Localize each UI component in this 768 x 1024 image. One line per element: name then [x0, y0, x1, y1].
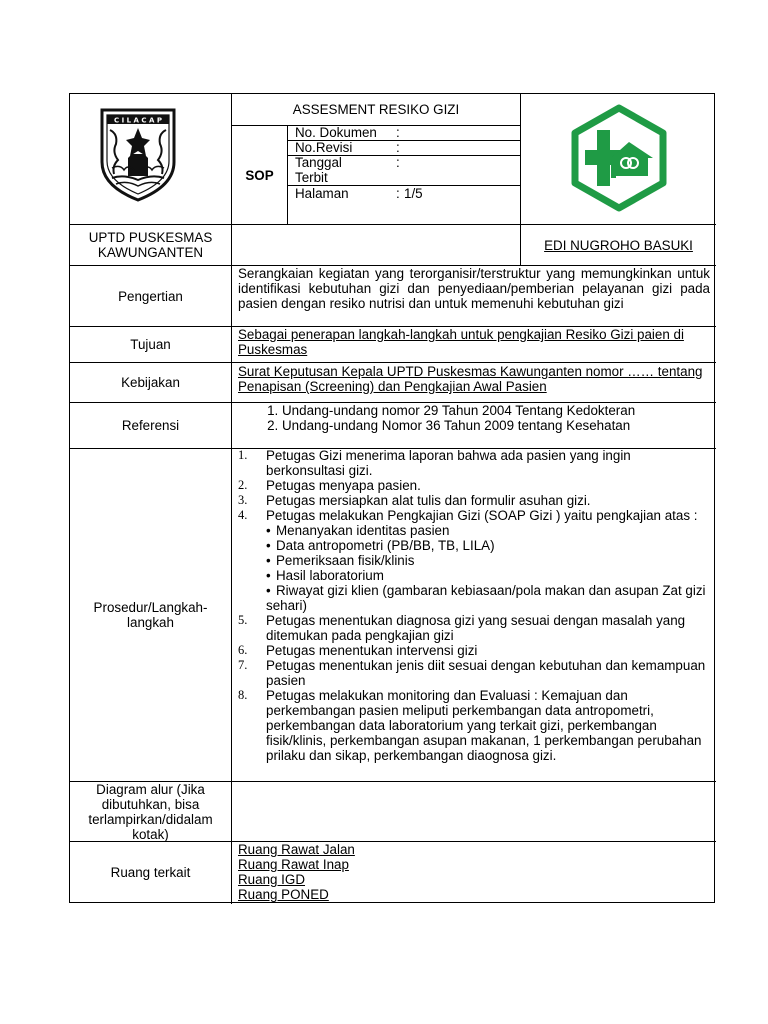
- kebijakan-text: Surat Keputusan Kepala UPTD Puskesmas Kawunganten nomor …… tentang Penapisan (Screening) dan Pengkajian Awal Pasien: [238, 364, 703, 394]
- tujuan-text: Sebagai penerapan langkah-langkah untuk pengkajian Resiko Gizi paien di Puskesmas: [238, 327, 684, 357]
- cilacap-coat-of-arms-logo: [98, 104, 178, 204]
- procedure-step: 1. Petugas Gizi menerima laporan bahwa ada pasien yang ingin berkonsultasi gizi.: [238, 448, 631, 478]
- diagram-label: Diagram alur (Jika dibutuhkan, bisa terlampirkan/didalam kotak): [88, 781, 213, 842]
- meta-label: Halaman: [295, 186, 349, 201]
- meta-separator: :: [396, 125, 400, 140]
- procedure-step: 7. Petugas menentukan jenis diit sesuai dengan kebutuhan dan kemampuan pasien: [238, 658, 706, 688]
- organization-name: UPTD PUSKESMAS KAWUNGANTEN: [88, 230, 213, 260]
- puskesmas-logo: [567, 102, 671, 214]
- procedure-bullet: • Hasil laboratorium: [266, 568, 384, 583]
- kebijakan-label: Kebijakan: [121, 375, 180, 390]
- referensi-item: 1. Undang-undang nomor 29 Tahun 2004 Tentang Kedokteran: [282, 403, 710, 418]
- signatory-name: EDI NUGROHO BASUKI: [544, 237, 693, 253]
- procedure-step: 2. Petugas menyapa pasien.: [238, 478, 421, 493]
- procedure-step: 3. Petugas mersiapkan alat tulis dan formulir asuhan gizi.: [238, 493, 591, 508]
- tujuan-label: Tujuan: [130, 337, 171, 352]
- meta-row-halaman: [295, 186, 515, 201]
- meta-row-dokumen: [295, 125, 515, 140]
- prosedur-label: Prosedur/Langkah-langkah: [93, 600, 208, 630]
- meta-label: No. Dokumen: [295, 125, 377, 140]
- sop-document: [69, 93, 715, 903]
- meta-label: No.Revisi: [295, 140, 353, 155]
- pengertian-text: Serangkaian kegiatan yang terorganisir/terstruktur yang memungkinkan untuk identifikasi kebutuhan gizi dan penyediaan/pemberian pelayanan gizi pada pasien dengan resiko nutrisi dan untuk memenuhi kebutuhan gizi: [238, 266, 710, 311]
- ruang-item: Ruang Rawat Jalan: [238, 842, 355, 857]
- procedure-bullet: • Riwayat gizi klien (gambaran kebiasaan/pola makan dan asupan Zat gizi sehari): [266, 583, 706, 613]
- meta-label: Tanggal Terbit: [295, 155, 342, 185]
- meta-row-revisi: [295, 140, 515, 155]
- procedure-bullet: • Pemeriksaan fisik/klinis: [266, 553, 415, 568]
- pengertian-label: Pengertian: [118, 288, 183, 304]
- procedure-step: 5. Petugas menentukan diagnosa gizi yang sesuai dengan masalah yang ditemukan pada pengkajian gizi: [238, 613, 686, 643]
- meta-value: 1/5: [404, 186, 423, 201]
- procedure-bullet: • Menanyakan identitas pasien: [266, 523, 450, 538]
- svg-text:C I L A C A P: C I L A C A P: [114, 116, 162, 125]
- ruang-list: [238, 842, 710, 902]
- meta-separator: :: [396, 186, 400, 201]
- meta-separator: :: [396, 155, 400, 170]
- ruang-item: Ruang PONED: [238, 887, 329, 902]
- referensi-label: Referensi: [121, 418, 180, 433]
- meta-row-tanggal-terbit: [295, 155, 515, 185]
- procedure-step: 6. Petugas menentukan intervensi gizi: [238, 643, 478, 658]
- procedure-step: 4. Petugas melakukan Pengkajian Gizi (SOAP Gizi ) yaitu pengkajian atas :: [238, 508, 698, 523]
- procedure-step: 8. Petugas melakukan monitoring dan Evaluasi : Kemajuan dan perkembangan pasien meliputi perkembangan data antropometri, perkembangan data laboratorium yang terkait gizi, perkembangan fisik/klinis, perkembangan asupan makanan, 1 perkembangan perubahan prilaku dan sikap, perkembangan diaognosa gizi.: [238, 688, 702, 763]
- ruang-label: Ruang terkait: [110, 864, 191, 880]
- procedure-bullet: • Data antropometri (PB/BB, TB, LILA): [266, 538, 495, 553]
- meta-separator: :: [396, 140, 400, 155]
- prosedur-steps: [238, 448, 710, 781]
- ruang-item: Ruang IGD: [238, 872, 305, 887]
- referensi-list: [238, 403, 710, 448]
- document-title: ASSESMENT RESIKO GIZI: [292, 102, 460, 117]
- referensi-item: 2. Undang-undang Nomor 36 Tahun 2009 tentang Kesehatan: [282, 418, 710, 433]
- sop-label: SOP: [245, 167, 274, 183]
- ruang-item: Ruang Rawat Inap: [238, 857, 349, 872]
